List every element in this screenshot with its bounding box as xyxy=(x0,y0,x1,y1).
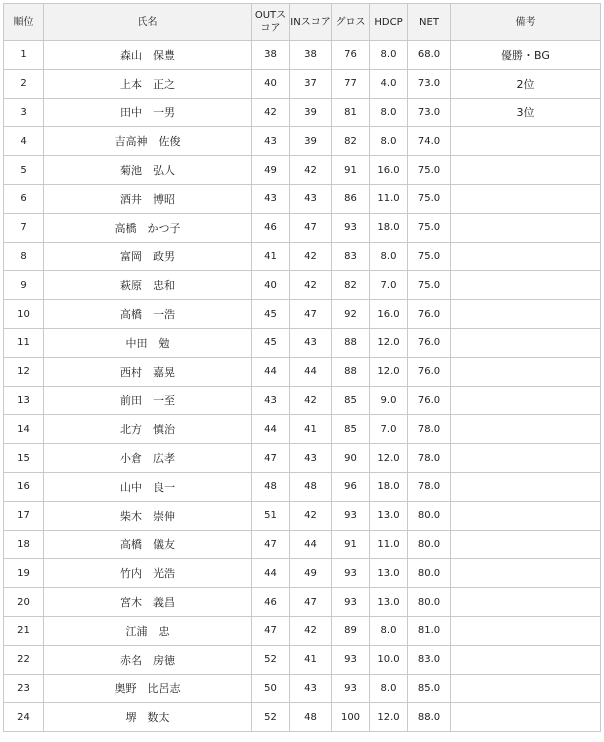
in-score-cell: 39 xyxy=(290,98,332,127)
name-cell: 中田 勉 xyxy=(44,328,252,357)
gross-cell: 92 xyxy=(332,300,370,329)
gross-cell: 85 xyxy=(332,415,370,444)
table-row xyxy=(4,645,601,674)
table-row xyxy=(4,242,601,271)
name-cell: 柴木 崇伸 xyxy=(44,501,252,530)
header-out-score: OUTスコア xyxy=(252,4,290,41)
net-cell: 73.0 xyxy=(408,98,451,127)
rank-cell: 19 xyxy=(4,559,44,588)
in-score-cell: 43 xyxy=(290,674,332,703)
note-cell xyxy=(451,156,601,185)
hdcp-cell: 8.0 xyxy=(370,127,408,156)
rank-cell: 7 xyxy=(4,213,44,242)
gross-cell: 93 xyxy=(332,674,370,703)
net-cell: 76.0 xyxy=(408,300,451,329)
out-score-cell: 44 xyxy=(252,559,290,588)
out-score-cell: 43 xyxy=(252,386,290,415)
rank-cell: 21 xyxy=(4,616,44,645)
net-cell: 85.0 xyxy=(408,674,451,703)
table-row xyxy=(4,674,601,703)
name-cell: 高橋 儀友 xyxy=(44,530,252,559)
rank-cell: 22 xyxy=(4,645,44,674)
in-score-cell: 37 xyxy=(290,69,332,98)
rank-cell: 3 xyxy=(4,98,44,127)
net-cell: 75.0 xyxy=(408,213,451,242)
in-score-cell: 43 xyxy=(290,328,332,357)
note-cell xyxy=(451,588,601,617)
hdcp-cell: 13.0 xyxy=(370,501,408,530)
name-cell: 小倉 広孝 xyxy=(44,444,252,473)
table-row xyxy=(4,213,601,242)
note-cell xyxy=(451,415,601,444)
out-score-cell: 46 xyxy=(252,588,290,617)
header-rank: 順位 xyxy=(4,4,44,41)
table-row xyxy=(4,472,601,501)
hdcp-cell: 18.0 xyxy=(370,213,408,242)
in-score-cell: 43 xyxy=(290,444,332,473)
in-score-cell: 39 xyxy=(290,127,332,156)
in-score-cell: 42 xyxy=(290,242,332,271)
note-cell: 2位 xyxy=(451,69,601,98)
rank-cell: 12 xyxy=(4,357,44,386)
header-gross: グロス xyxy=(332,4,370,41)
gross-cell: 85 xyxy=(332,386,370,415)
rank-cell: 9 xyxy=(4,271,44,300)
hdcp-cell: 11.0 xyxy=(370,530,408,559)
name-cell: 菊池 弘人 xyxy=(44,156,252,185)
note-cell xyxy=(451,184,601,213)
out-score-cell: 44 xyxy=(252,357,290,386)
gross-cell: 88 xyxy=(332,357,370,386)
note-cell xyxy=(451,213,601,242)
out-score-cell: 47 xyxy=(252,444,290,473)
net-cell: 78.0 xyxy=(408,444,451,473)
hdcp-cell: 12.0 xyxy=(370,357,408,386)
rank-cell: 16 xyxy=(4,472,44,501)
gross-cell: 100 xyxy=(332,703,370,732)
name-cell: 萩原 忠和 xyxy=(44,271,252,300)
note-cell xyxy=(451,674,601,703)
rank-cell: 8 xyxy=(4,242,44,271)
gross-cell: 86 xyxy=(332,184,370,213)
in-score-cell: 41 xyxy=(290,415,332,444)
name-cell: 上本 正之 xyxy=(44,69,252,98)
table-row xyxy=(4,588,601,617)
out-score-cell: 44 xyxy=(252,415,290,444)
table-row xyxy=(4,530,601,559)
name-cell: 前田 一至 xyxy=(44,386,252,415)
out-score-cell: 47 xyxy=(252,616,290,645)
table-row xyxy=(4,703,601,732)
header-in-score: INスコア xyxy=(290,4,332,41)
note-cell xyxy=(451,328,601,357)
header-net: NET xyxy=(408,4,451,41)
hdcp-cell: 13.0 xyxy=(370,588,408,617)
net-cell: 75.0 xyxy=(408,271,451,300)
out-score-cell: 49 xyxy=(252,156,290,185)
out-score-cell: 41 xyxy=(252,242,290,271)
rank-cell: 2 xyxy=(4,69,44,98)
table-row xyxy=(4,69,601,98)
net-cell: 76.0 xyxy=(408,357,451,386)
net-cell: 78.0 xyxy=(408,472,451,501)
name-cell: 山中 良一 xyxy=(44,472,252,501)
out-score-cell: 45 xyxy=(252,328,290,357)
header-note: 備考 xyxy=(451,4,601,41)
in-score-cell: 47 xyxy=(290,213,332,242)
in-score-cell: 38 xyxy=(290,41,332,70)
hdcp-cell: 12.0 xyxy=(370,444,408,473)
note-cell xyxy=(451,444,601,473)
table-row xyxy=(4,444,601,473)
net-cell: 74.0 xyxy=(408,127,451,156)
rank-cell: 24 xyxy=(4,703,44,732)
hdcp-cell: 11.0 xyxy=(370,184,408,213)
gross-cell: 89 xyxy=(332,616,370,645)
header-hdcp: HDCP xyxy=(370,4,408,41)
name-cell: 竹内 光浩 xyxy=(44,559,252,588)
gross-cell: 93 xyxy=(332,645,370,674)
rank-cell: 1 xyxy=(4,41,44,70)
results-table xyxy=(3,3,601,732)
note-cell xyxy=(451,300,601,329)
in-score-cell: 43 xyxy=(290,184,332,213)
name-cell: 江浦 忠 xyxy=(44,616,252,645)
out-score-cell: 47 xyxy=(252,530,290,559)
out-score-cell: 40 xyxy=(252,69,290,98)
gross-cell: 91 xyxy=(332,156,370,185)
gross-cell: 83 xyxy=(332,242,370,271)
in-score-cell: 42 xyxy=(290,156,332,185)
results-table-container xyxy=(3,3,601,732)
gross-cell: 93 xyxy=(332,213,370,242)
out-score-cell: 38 xyxy=(252,41,290,70)
table-row xyxy=(4,386,601,415)
name-cell: 堺 数太 xyxy=(44,703,252,732)
in-score-cell: 48 xyxy=(290,703,332,732)
note-cell xyxy=(451,703,601,732)
name-cell: 田中 一男 xyxy=(44,98,252,127)
rank-cell: 15 xyxy=(4,444,44,473)
net-cell: 88.0 xyxy=(408,703,451,732)
out-score-cell: 52 xyxy=(252,645,290,674)
name-cell: 赤名 房徳 xyxy=(44,645,252,674)
gross-cell: 82 xyxy=(332,127,370,156)
name-cell: 森山 保豊 xyxy=(44,41,252,70)
hdcp-cell: 8.0 xyxy=(370,674,408,703)
note-cell xyxy=(451,616,601,645)
net-cell: 80.0 xyxy=(408,588,451,617)
note-cell xyxy=(451,559,601,588)
out-score-cell: 52 xyxy=(252,703,290,732)
gross-cell: 77 xyxy=(332,69,370,98)
note-cell xyxy=(451,645,601,674)
table-row xyxy=(4,98,601,127)
in-score-cell: 49 xyxy=(290,559,332,588)
note-cell xyxy=(451,530,601,559)
net-cell: 83.0 xyxy=(408,645,451,674)
out-score-cell: 51 xyxy=(252,501,290,530)
rank-cell: 20 xyxy=(4,588,44,617)
rank-cell: 13 xyxy=(4,386,44,415)
in-score-cell: 42 xyxy=(290,501,332,530)
in-score-cell: 44 xyxy=(290,530,332,559)
in-score-cell: 47 xyxy=(290,588,332,617)
rank-cell: 18 xyxy=(4,530,44,559)
hdcp-cell: 8.0 xyxy=(370,242,408,271)
net-cell: 81.0 xyxy=(408,616,451,645)
hdcp-cell: 16.0 xyxy=(370,300,408,329)
table-row xyxy=(4,328,601,357)
gross-cell: 96 xyxy=(332,472,370,501)
name-cell: 宮木 義昌 xyxy=(44,588,252,617)
table-row xyxy=(4,127,601,156)
name-cell: 富岡 政男 xyxy=(44,242,252,271)
gross-cell: 91 xyxy=(332,530,370,559)
header-name: 氏名 xyxy=(44,4,252,41)
in-score-cell: 42 xyxy=(290,386,332,415)
table-row xyxy=(4,559,601,588)
hdcp-cell: 12.0 xyxy=(370,703,408,732)
table-row xyxy=(4,415,601,444)
table-row xyxy=(4,357,601,386)
results-body xyxy=(4,41,601,732)
name-cell: 高橋 一浩 xyxy=(44,300,252,329)
note-cell: 優勝・BG xyxy=(451,41,601,70)
out-score-cell: 48 xyxy=(252,472,290,501)
hdcp-cell: 8.0 xyxy=(370,98,408,127)
note-cell xyxy=(451,386,601,415)
rank-cell: 17 xyxy=(4,501,44,530)
note-cell xyxy=(451,472,601,501)
in-score-cell: 42 xyxy=(290,616,332,645)
out-score-cell: 45 xyxy=(252,300,290,329)
name-cell: 北方 慎治 xyxy=(44,415,252,444)
note-cell: 3位 xyxy=(451,98,601,127)
table-row xyxy=(4,156,601,185)
table-row xyxy=(4,184,601,213)
net-cell: 75.0 xyxy=(408,242,451,271)
net-cell: 76.0 xyxy=(408,386,451,415)
net-cell: 80.0 xyxy=(408,530,451,559)
hdcp-cell: 12.0 xyxy=(370,328,408,357)
hdcp-cell: 8.0 xyxy=(370,616,408,645)
hdcp-cell: 13.0 xyxy=(370,559,408,588)
in-score-cell: 44 xyxy=(290,357,332,386)
name-cell: 酒井 博昭 xyxy=(44,184,252,213)
rank-cell: 6 xyxy=(4,184,44,213)
table-row xyxy=(4,41,601,70)
rank-cell: 10 xyxy=(4,300,44,329)
hdcp-cell: 7.0 xyxy=(370,415,408,444)
gross-cell: 93 xyxy=(332,501,370,530)
out-score-cell: 40 xyxy=(252,271,290,300)
hdcp-cell: 10.0 xyxy=(370,645,408,674)
net-cell: 80.0 xyxy=(408,559,451,588)
name-cell: 吉高神 佐俊 xyxy=(44,127,252,156)
out-score-cell: 43 xyxy=(252,127,290,156)
in-score-cell: 42 xyxy=(290,271,332,300)
in-score-cell: 48 xyxy=(290,472,332,501)
gross-cell: 90 xyxy=(332,444,370,473)
header-row xyxy=(4,4,601,41)
net-cell: 75.0 xyxy=(408,156,451,185)
out-score-cell: 50 xyxy=(252,674,290,703)
net-cell: 73.0 xyxy=(408,69,451,98)
gross-cell: 81 xyxy=(332,98,370,127)
hdcp-cell: 8.0 xyxy=(370,41,408,70)
net-cell: 76.0 xyxy=(408,328,451,357)
table-row xyxy=(4,616,601,645)
hdcp-cell: 18.0 xyxy=(370,472,408,501)
net-cell: 75.0 xyxy=(408,184,451,213)
name-cell: 西村 嘉晃 xyxy=(44,357,252,386)
rank-cell: 14 xyxy=(4,415,44,444)
hdcp-cell: 9.0 xyxy=(370,386,408,415)
gross-cell: 93 xyxy=(332,559,370,588)
rank-cell: 23 xyxy=(4,674,44,703)
net-cell: 80.0 xyxy=(408,501,451,530)
note-cell xyxy=(451,242,601,271)
note-cell xyxy=(451,271,601,300)
table-row xyxy=(4,300,601,329)
out-score-cell: 46 xyxy=(252,213,290,242)
rank-cell: 5 xyxy=(4,156,44,185)
table-row xyxy=(4,501,601,530)
hdcp-cell: 16.0 xyxy=(370,156,408,185)
gross-cell: 82 xyxy=(332,271,370,300)
note-cell xyxy=(451,127,601,156)
name-cell: 奥野 比呂志 xyxy=(44,674,252,703)
rank-cell: 11 xyxy=(4,328,44,357)
net-cell: 78.0 xyxy=(408,415,451,444)
table-row xyxy=(4,271,601,300)
gross-cell: 88 xyxy=(332,328,370,357)
gross-cell: 76 xyxy=(332,41,370,70)
in-score-cell: 41 xyxy=(290,645,332,674)
hdcp-cell: 7.0 xyxy=(370,271,408,300)
net-cell: 68.0 xyxy=(408,41,451,70)
name-cell: 高橋 かつ子 xyxy=(44,213,252,242)
out-score-cell: 42 xyxy=(252,98,290,127)
hdcp-cell: 4.0 xyxy=(370,69,408,98)
rank-cell: 4 xyxy=(4,127,44,156)
out-score-cell: 43 xyxy=(252,184,290,213)
note-cell xyxy=(451,357,601,386)
gross-cell: 93 xyxy=(332,588,370,617)
in-score-cell: 47 xyxy=(290,300,332,329)
note-cell xyxy=(451,501,601,530)
